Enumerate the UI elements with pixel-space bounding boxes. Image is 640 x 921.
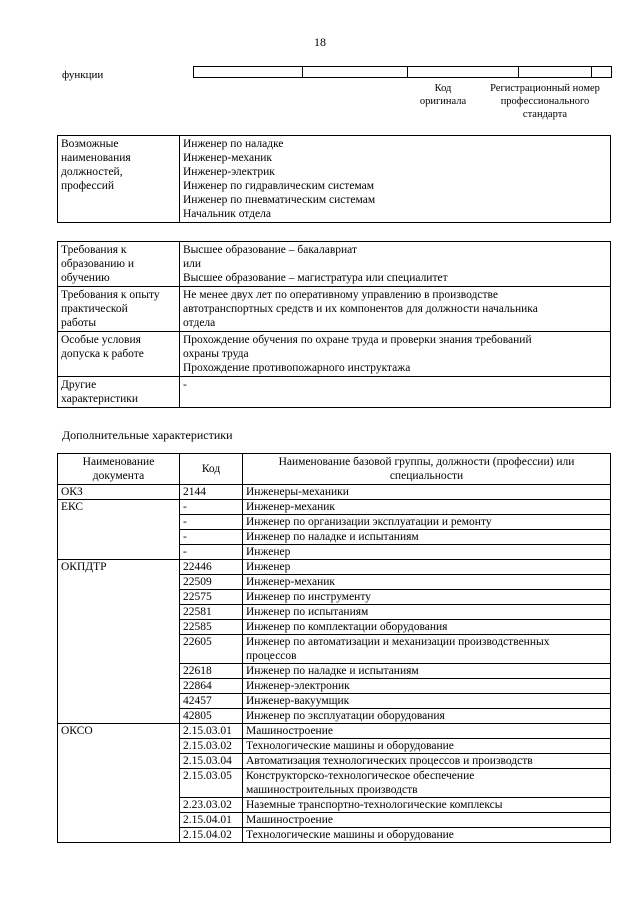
code-cell: - [180,515,243,530]
name-cell [243,500,611,515]
job-title: Инженер-механик [183,152,273,164]
code-cell: 42805 [180,709,243,724]
requirement-label [58,332,180,377]
additional-characteristics-table [57,453,611,843]
label-line: Особые условия [61,334,141,346]
label-line: характеристики [61,393,139,405]
function-box-cell [591,67,611,77]
name-cell [243,545,611,560]
name-line: Машиностроение [246,725,333,737]
label-line: профессий [61,180,115,192]
name-line: Инженер [246,546,291,558]
name-line: Технологические машины и оборудование [246,829,454,841]
page-number: 18 [314,35,326,49]
name-cell [243,635,611,664]
code-cell: 22581 [180,605,243,620]
caption-line: Код [434,83,452,94]
code-cell: - [180,500,243,515]
caption-line: профессионального [500,96,590,107]
function-box-cell [407,67,518,77]
name-line: Инженер по инструменту [246,591,371,603]
table-row [58,560,611,575]
table-row [58,332,611,377]
job-title: Инженер по гидравлическим системам [183,180,375,192]
name-cell [243,828,611,843]
table-row [58,724,611,739]
column-header-name [243,454,611,485]
name-line: Инженер по организации эксплуатации и ремонту [246,516,492,528]
label-line: Возможные [61,138,119,150]
column-header-document [58,454,180,485]
table-row [58,287,611,332]
code-cell: 2.15.04.01 [180,813,243,828]
code-cell: 2.15.04.02 [180,828,243,843]
header-line: Наименование базовой группы, должности (профессии) или [278,456,575,468]
job-title: Инженер-электрик [183,166,275,178]
code-cell: 2144 [180,485,243,500]
header-line: специальности [389,470,464,482]
label-line: образованию и [61,258,134,270]
job-titles-label [58,136,180,223]
document-name-cell: ЕКС [58,500,180,560]
requirement-value [180,377,611,408]
value-line: или [183,258,202,270]
value-line: охраны труда [183,348,249,360]
name-cell [243,739,611,754]
function-box-cell [518,67,591,77]
name-line: Конструкторско-технологическое обеспечение [246,770,475,782]
label-line: обучению [61,272,110,284]
job-title: Инженер по наладке [183,138,284,150]
requirement-value [180,332,611,377]
name-line: Инженер [246,561,291,573]
name-line: Инженер-механик [246,501,336,513]
label-line: Другие [61,379,97,391]
code-cell: - [180,545,243,560]
table-row [58,377,611,408]
code-original-caption [408,82,478,108]
job-titles-table [57,135,611,223]
value-line: Не менее двух лет по оперативному управлению в производстве [183,289,498,301]
name-line: Инженер по комплектации оборудования [246,621,448,633]
section-title: Дополнительные характеристики [62,428,233,442]
name-cell [243,485,611,500]
value-line: автотранспортных средств и их компонентов для должности начальника [183,303,538,315]
name-line: Технологические машины и оборудование [246,740,454,752]
value-line: Прохождение противопожарного инструктажа [183,362,411,374]
table-row [58,485,611,500]
label-line: Требования к [61,244,127,256]
code-cell: 2.15.03.05 [180,769,243,798]
code-cell: - [180,530,243,545]
code-cell: 42457 [180,694,243,709]
caption-line: оригинала [419,96,467,107]
document-name-cell: ОКЗ [58,485,180,500]
name-line: процессов [246,650,297,662]
name-cell [243,530,611,545]
label-line: Требования к опыту [61,289,160,301]
name-cell [243,709,611,724]
name-line: Инженер-электроник [246,680,350,692]
label-line: работы [61,317,97,329]
name-cell [243,515,611,530]
header-line: Наименование [82,456,155,468]
requirement-label [58,377,180,408]
requirements-table [57,241,611,408]
code-cell: 22446 [180,560,243,575]
document-name-cell: ОКСО [58,724,180,843]
document-name-cell: ОКПДТР [58,560,180,724]
name-cell [243,605,611,620]
name-line: Автоматизация технологических процессов и производств [246,755,533,767]
label-line: допуска к работе [61,348,144,360]
value-line: отдела [183,317,216,329]
label-line: должностей, [61,166,123,178]
code-cell: 2.23.03.02 [180,798,243,813]
requirement-label [58,287,180,332]
name-cell [243,679,611,694]
registration-number-caption [480,82,610,121]
name-cell [243,620,611,635]
header-line: документа [92,470,145,482]
name-cell [243,575,611,590]
function-box-cell [194,67,302,77]
value-line: Прохождение обучения по охране труда и проверки знания требований [183,334,532,346]
code-cell: 22618 [180,664,243,679]
function-code-box [193,66,612,78]
code-cell: 22585 [180,620,243,635]
job-titles-list [180,136,611,223]
code-cell: 22575 [180,590,243,605]
name-line: Наземные транспортно-технологические комплексы [246,799,503,811]
requirement-label [58,242,180,287]
name-line: Инженер-механик [246,576,336,588]
caption-line: Регистрационный номер [490,83,600,94]
name-line: Машиностроение [246,814,333,826]
name-line: Инженер по эксплуатации оборудования [246,710,445,722]
code-cell: 2.15.03.04 [180,754,243,769]
caption-line: стандарта [522,109,568,120]
function-label: функции [62,69,104,81]
job-title: Начальник отдела [183,208,271,220]
name-cell [243,798,611,813]
value-line: - [183,379,187,391]
code-cell: 22509 [180,575,243,590]
name-line: Инженеры-механики [246,486,349,498]
name-line: Инженер по наладке и испытаниям [246,531,419,543]
name-cell [243,664,611,679]
name-line: Инженер по автоматизации и механизации производственных [246,636,550,648]
name-cell [243,754,611,769]
name-cell [243,724,611,739]
table-row [58,242,611,287]
value-line: Высшее образование – магистратура или специалитет [183,272,448,284]
column-header-code: Код [180,454,243,485]
value-line: Высшее образование – бакалавриат [183,244,357,256]
label-line: наименования [61,152,131,164]
name-line: Инженер по испытаниям [246,606,369,618]
table-row [58,136,611,223]
additional-table-body [58,485,611,843]
name-line: Инженер-вакуумщик [246,695,350,707]
table-row [58,500,611,515]
name-cell [243,769,611,798]
name-line: машиностроительных производств [246,784,418,796]
function-box-cell [302,67,407,77]
name-cell [243,560,611,575]
name-cell [243,813,611,828]
label-line: практической [61,303,128,315]
table-header-row [58,454,611,485]
requirement-value [180,242,611,287]
job-title: Инженер по пневматическим системам [183,194,376,206]
requirement-value [180,287,611,332]
code-cell: 22605 [180,635,243,664]
name-cell [243,590,611,605]
name-line: Инженер по наладке и испытаниям [246,665,419,677]
code-cell: 2.15.03.01 [180,724,243,739]
code-cell: 22864 [180,679,243,694]
code-cell: 2.15.03.02 [180,739,243,754]
name-cell [243,694,611,709]
